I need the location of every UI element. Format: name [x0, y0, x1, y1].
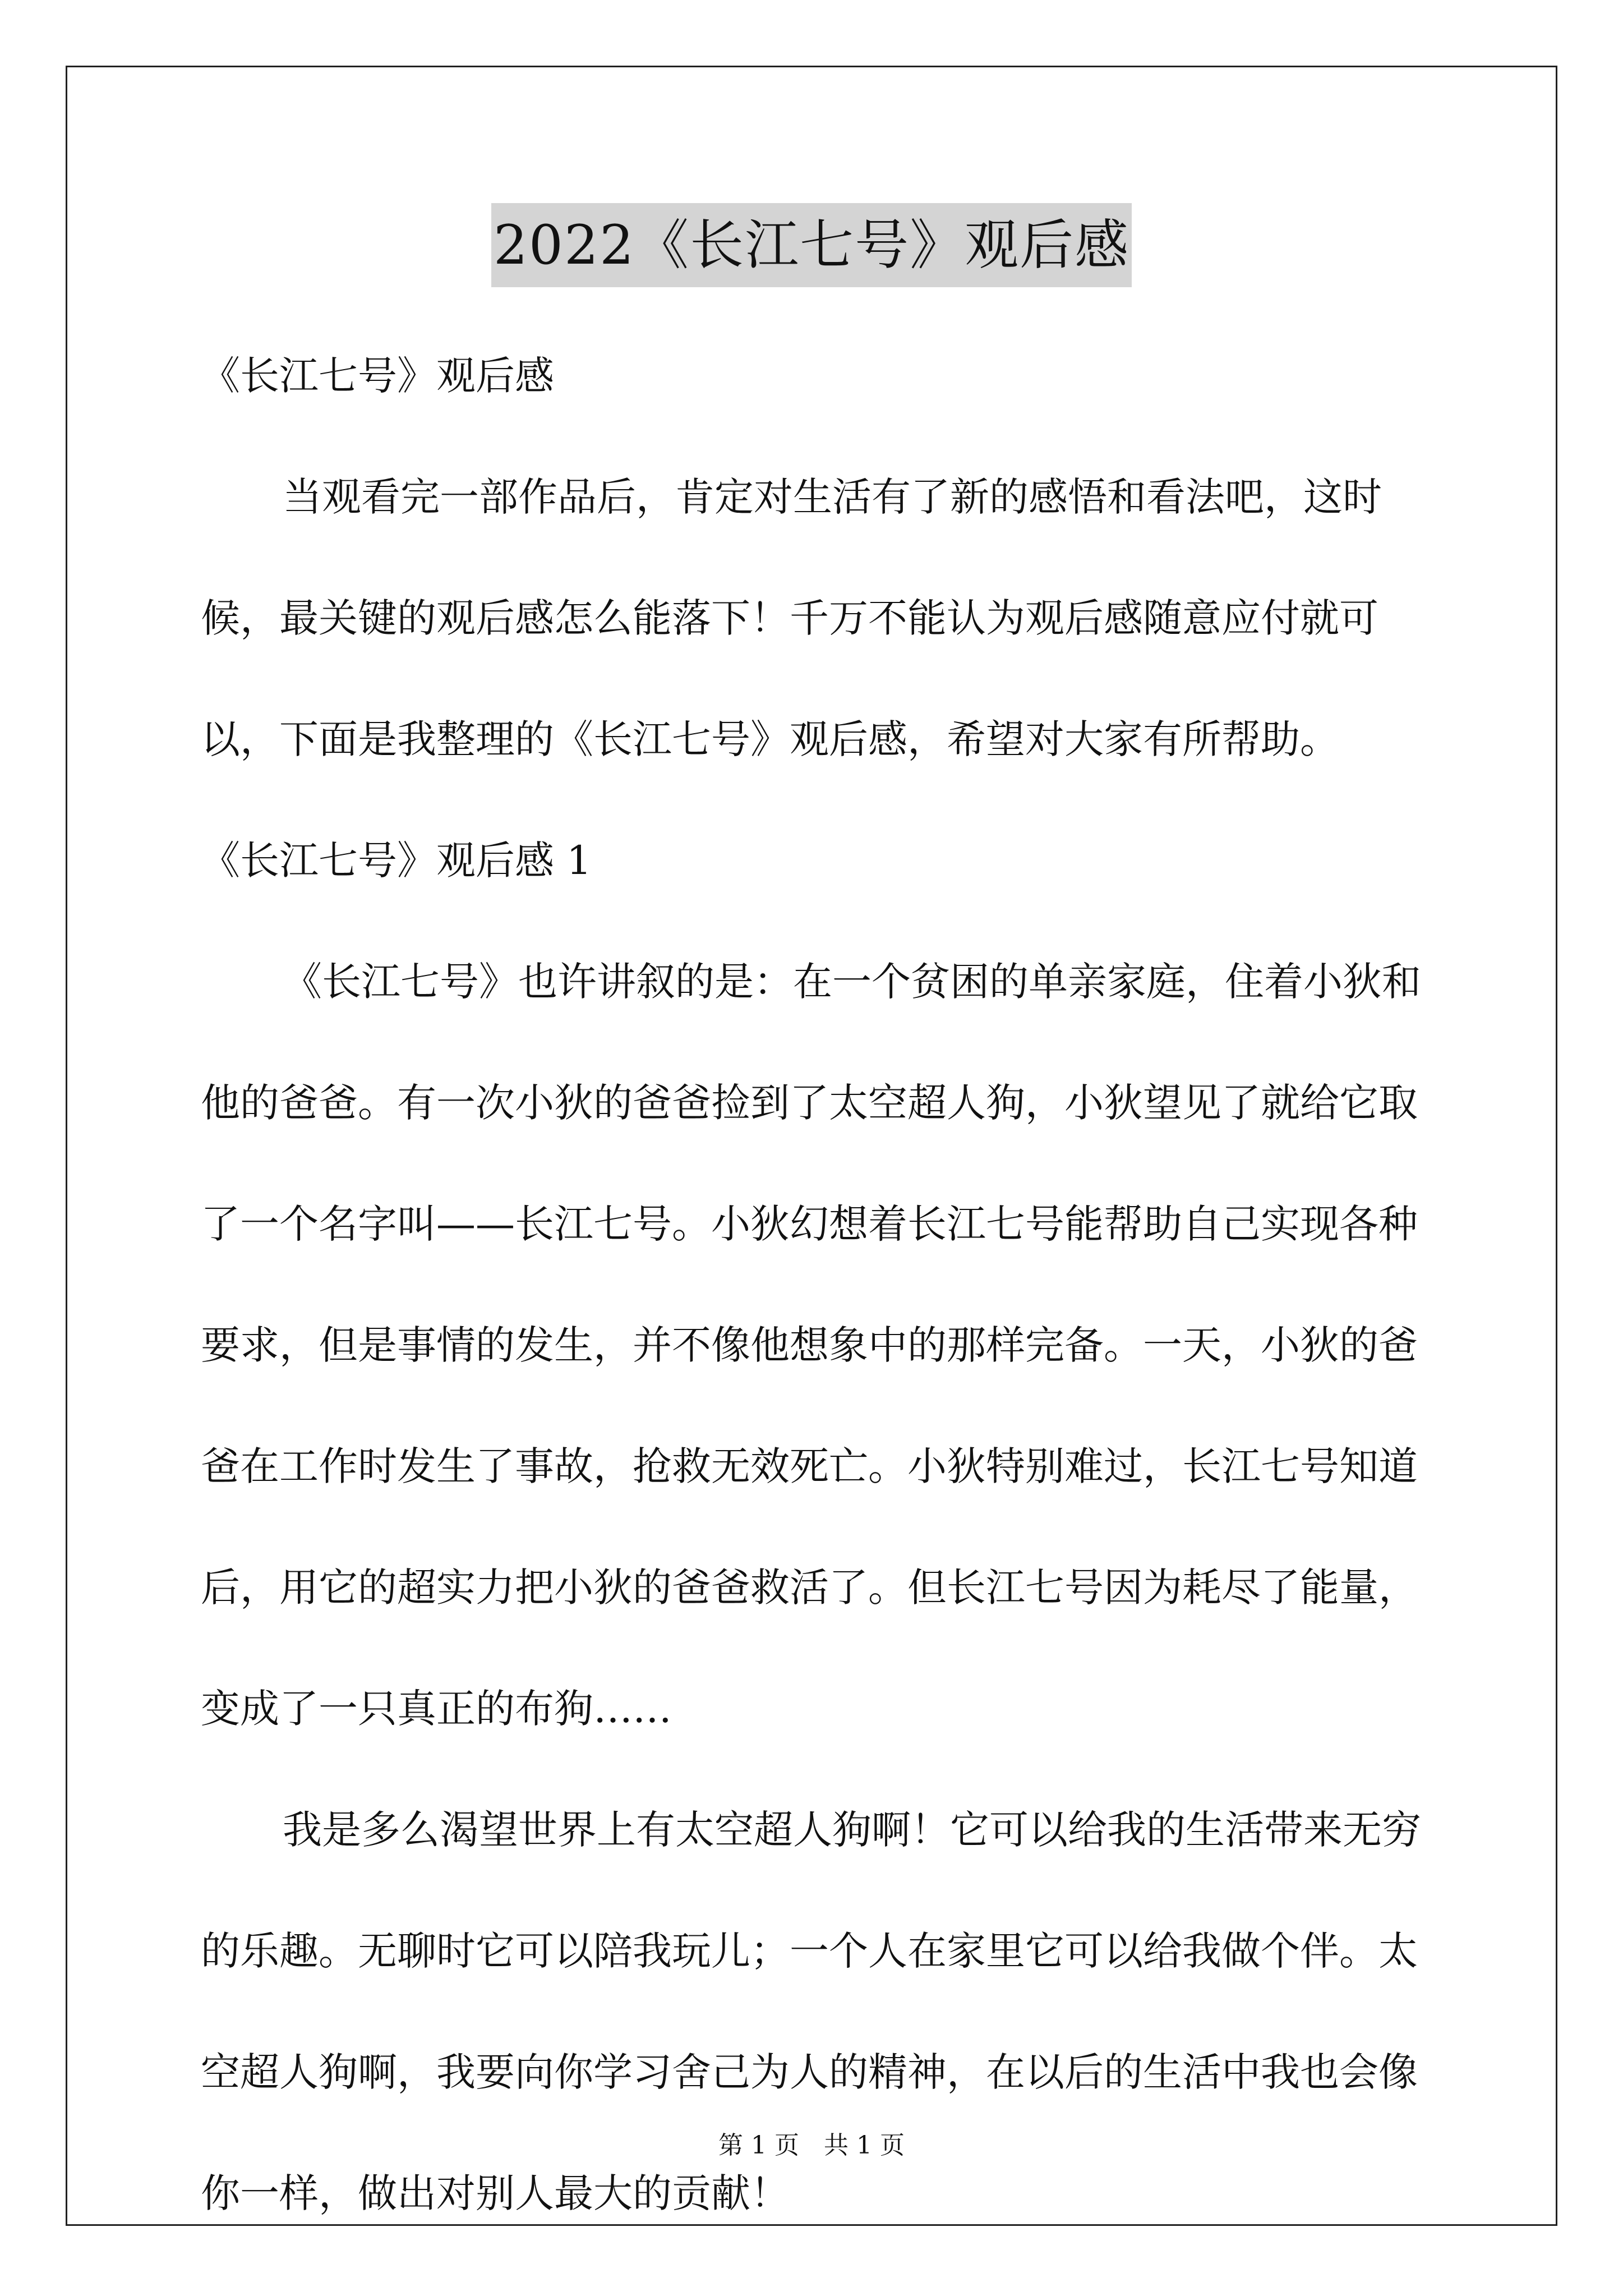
paragraph-intro: 当观看完一部作品后，肯定对生活有了新的感悟和看法吧，这时候，最关键的观后感怎么能落下！千万不能认为观后感随意应付就可以，下面是我整理的《长江七号》观后感，希望对大家有所帮助。: [201, 474, 1382, 762]
document-title: 2022《长江七号》观后感: [491, 203, 1132, 287]
page-footer: 第 1 页 共 1 页: [718, 2131, 905, 2160]
paragraph-reflection: 我是多么渴望世界上有太空超人狗啊！它可以给我的生活带来无穷的乐趣。无聊时它可以陪我玩儿；一个人在家里它可以给我做个伴。太空超人狗啊，我要向你学习舍己为人的精神，在以后的生活中我也会像你一样，做出对别人最大的贡献！: [201, 1807, 1421, 2216]
paragraph-subtitle: 《长江七号》观后感: [201, 353, 554, 399]
document-body: [201, 315, 1429, 2254]
paragraph-story: 《长江七号》也许讲叙的是：在一个贫困的单亲家庭，住着小狄和他的爸爸。有一次小狄的爸爸捡到了太空超人狗，小狄望见了就给它取了一个名字叫——长江七号。小狄幻想着长江七号能帮助自己实现各种要求，但是事情的发生，并不像他想象中的那样完备。一天，小狄的爸爸在工作时发生了事故，抢救无效死亡。小狄特别难过，长江七号知道后，用它的超实力把小狄的爸爸救活了。但长江七号因为耗尽了能量，变成了一只真正的布狗……: [201, 959, 1421, 1732]
title-container: [0, 203, 1623, 287]
paragraph-section-heading: 《长江七号》观后感 1: [201, 838, 592, 884]
